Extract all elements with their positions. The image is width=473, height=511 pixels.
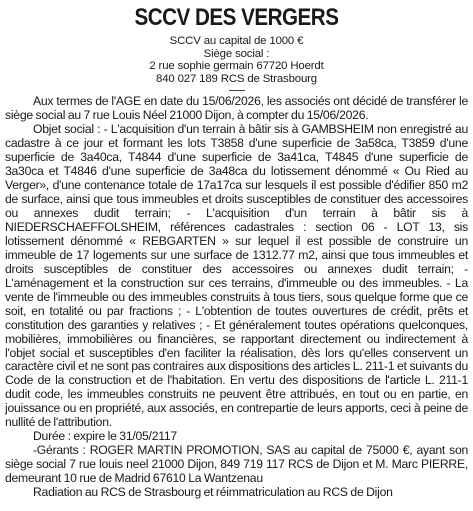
header-address: 2 rue sophie germain 67720 Hoerdt	[149, 60, 324, 73]
notice-title: SCCV DES VERGERS	[134, 4, 339, 31]
paragraph-managers: -Gérants : ROGER MARTIN PROMOTION, SAS au capital de 75000 €, ayant son siège social 7 rue louis neel 21000 Dijon, 849 719 117 RCS de Dijon et M. Marc PIERRE, demeurant 10 rue de Madrid 67610 La Wantzenau	[5, 443, 468, 486]
header-divider	[229, 90, 245, 91]
header-capital: SCCV au capital de 1000 €	[169, 35, 304, 47]
header-registered-office-label: Siège social :	[203, 47, 270, 60]
paragraph-radiation: Radiation au RCS de Strasbourg et réimmatriculation au RCS de Dijon	[33, 485, 393, 500]
paragraph-transfer: Aux termes de l'AGE en date du 15/06/2026, les associés ont décidé de transférer le siège social au 7 rue Louis Néel 21000 Dijon, à compter du 15/06/2026.	[5, 94, 468, 123]
notice-body	[5, 95, 468, 500]
company-header	[5, 35, 468, 85]
header-rcs: 840 027 189 RCS de Strasbourg	[156, 72, 317, 85]
paragraph-duration: Durée : expire le 31/05/2117	[33, 429, 177, 444]
paragraph-object: Objet social : - L'acquisition d'un terrain à bâtir sis à GAMBSHEIM non enregistré au cadastre à ce jour et formant les lots T3858 d'une superficie de 3a58ca, T3859 d'une superficie de 3a40ca, T4844 d'une superficie de 3a41ca, T4845 d'une superficie de 3a30ca et T4846 d'une superficie de 3a48ca du lotissement dénommé « Ou Ried au Verger», d'une contenance totale de 17a17ca sur lesquels il est possible d'édifier 850 m2 de surface, ainsi que tous immeubles et droits susceptibles de constituer des accessoires ou annexes dudit terrain; - L'acquisition d'un terrain à bâtir sis à NIEDERSCHAEFFOLSHEIM, références cadastrales : section 06 - LOT 13, sis lotissement dénommé « REBGARTEN » sur lequel il est possible de construire un immeuble de 17 logements sur une surface de 1312.77 m2, ainsi que tous immeubles et droits susceptibles de constituer des accessoires ou annexes dudit terrain; - L'aménagement et la construction sur ces terrains, d'immeuble ou des immeubles. - La vente de l'immeuble ou des immeubles construits à tous tiers, sous quelque forme que ce soit, en totalité ou par fractions ; - L'obtention de toutes ouvertures de crédit, prêts et constitution des garanties y relatives ; - Et généralement toutes opérations quelconques, mobilières, immobilières ou financières, se rapportant directement ou indirectement à l'objet social et susceptibles d'en faciliter la réalisation, dès lors qu'elles conservent un caractère civil et ne sont pas contraires aux dispositions des articles L. 211-1 et suivants du Code de la construction et de l'habitation. En vertu des dispositions de l'article L. 211-1 dudit code, les immeubles construits ne peuvent être attribués, en tout ou en partie, en jouissance ou en propriété, aux associés, en contrepartie de leurs apports, ceci à peine de nullité de l'attribution.	[5, 122, 468, 430]
